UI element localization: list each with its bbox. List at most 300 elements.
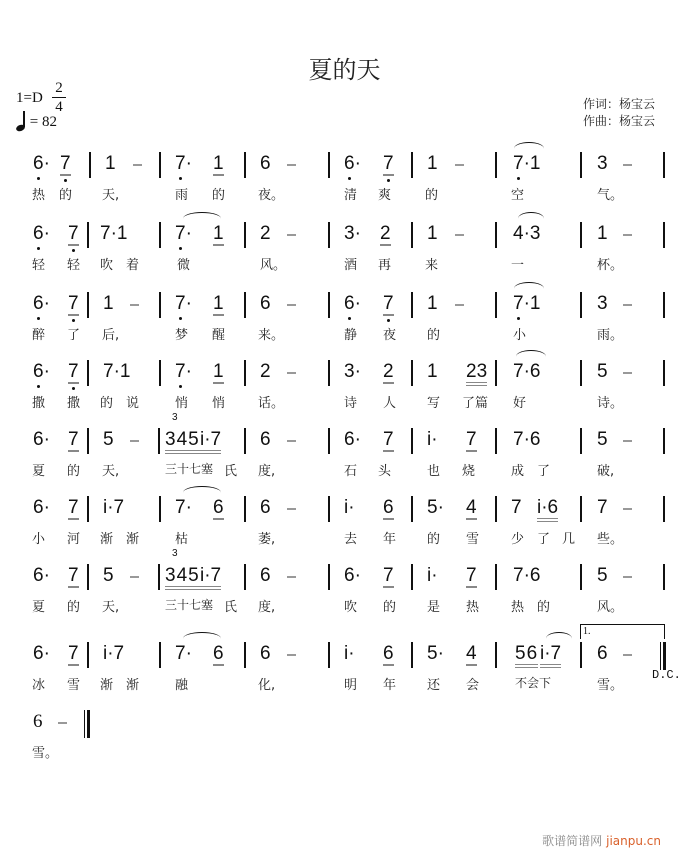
lyric: 头 bbox=[378, 464, 392, 479]
lyric: 了篇 bbox=[462, 396, 489, 411]
barline bbox=[328, 292, 330, 318]
lyric: 枯 bbox=[175, 532, 189, 547]
note: 7· bbox=[175, 293, 192, 314]
barline bbox=[159, 152, 161, 178]
note: 1 bbox=[427, 153, 438, 174]
note: 56 bbox=[515, 644, 538, 668]
note: 6· bbox=[33, 293, 50, 314]
note: 6 bbox=[383, 643, 394, 664]
note: i·7 bbox=[540, 644, 561, 668]
lyric: 酒 bbox=[344, 258, 358, 273]
lyric: 的 bbox=[59, 188, 73, 203]
barline bbox=[244, 642, 246, 668]
note: 2 bbox=[260, 223, 271, 244]
lyric: 梦 bbox=[175, 328, 189, 343]
note: 7 bbox=[68, 223, 79, 244]
note: 6 bbox=[260, 497, 271, 518]
note: 1 bbox=[427, 293, 438, 314]
lyric: 小 bbox=[513, 328, 527, 343]
note: i· bbox=[344, 643, 355, 664]
lyric: 的 bbox=[427, 328, 441, 343]
lyric: 氏 bbox=[224, 464, 238, 479]
barline bbox=[244, 360, 246, 386]
tempo-marking bbox=[16, 111, 57, 131]
lyric: 爽 bbox=[378, 188, 392, 203]
lyric: 小 bbox=[32, 532, 46, 547]
lyric: 风。 bbox=[597, 600, 624, 615]
dash bbox=[287, 508, 296, 510]
lyric: 清 bbox=[344, 188, 358, 203]
note: 5· bbox=[427, 497, 444, 518]
note: 7 bbox=[68, 361, 79, 382]
lyric: 的 bbox=[427, 532, 441, 547]
barline bbox=[580, 428, 582, 454]
note: i·7 bbox=[103, 643, 125, 664]
barline bbox=[495, 642, 497, 668]
lyric: 的 bbox=[100, 396, 114, 411]
lyric: 话。 bbox=[258, 396, 285, 411]
barline bbox=[580, 222, 582, 248]
dash bbox=[58, 722, 67, 724]
dash bbox=[287, 304, 296, 306]
lyric: 轻 bbox=[32, 258, 46, 273]
barline bbox=[663, 428, 665, 454]
note: 7 bbox=[383, 153, 394, 174]
lyric: 再 bbox=[378, 258, 392, 273]
note: 7· bbox=[175, 643, 192, 664]
barline bbox=[328, 428, 330, 454]
credits bbox=[583, 96, 655, 130]
lyric: 热 bbox=[511, 600, 525, 615]
note: 7·6 bbox=[513, 429, 541, 450]
tempo-value: = 82 bbox=[29, 114, 57, 130]
note: 5 bbox=[597, 361, 608, 382]
time-signature bbox=[52, 80, 66, 115]
barline bbox=[328, 152, 330, 178]
note: 7· bbox=[175, 361, 192, 382]
lyric: 夜。 bbox=[258, 188, 285, 203]
lyric: 吹 bbox=[344, 600, 358, 615]
lyric: 人 bbox=[383, 396, 397, 411]
barline bbox=[663, 292, 665, 318]
barline bbox=[411, 564, 413, 590]
barline bbox=[87, 428, 89, 454]
lyric: 撒 bbox=[32, 396, 46, 411]
barline bbox=[244, 428, 246, 454]
barline bbox=[411, 428, 413, 454]
dash bbox=[133, 164, 142, 166]
note: 4·3 bbox=[513, 223, 541, 244]
lyric: 夏 bbox=[32, 600, 46, 615]
barline bbox=[580, 360, 582, 386]
dash bbox=[130, 440, 139, 442]
lyric: 也 bbox=[427, 464, 441, 479]
barline bbox=[580, 152, 582, 178]
lyric: 空 bbox=[511, 188, 525, 203]
note: 3· bbox=[344, 361, 361, 382]
note: 6· bbox=[33, 643, 50, 664]
note: 7 bbox=[68, 497, 79, 518]
lyric: 化, bbox=[258, 678, 276, 693]
note: 7 bbox=[68, 293, 79, 314]
volta-label: 1. bbox=[583, 626, 591, 637]
note: 1 bbox=[213, 293, 224, 314]
note: 345 bbox=[165, 430, 200, 454]
watermark-text: 歌谱简谱网 bbox=[542, 834, 603, 848]
note: 7· bbox=[175, 223, 192, 244]
composer: 作曲：杨宝云 bbox=[582, 114, 655, 128]
barline bbox=[580, 292, 582, 318]
dc-marking: D.C. bbox=[652, 668, 681, 682]
note: 7 bbox=[60, 153, 71, 174]
lyric: 成 bbox=[511, 464, 525, 479]
note: 7 bbox=[383, 429, 394, 450]
triplet-mark: 3 bbox=[172, 548, 178, 559]
note: i·7 bbox=[103, 497, 125, 518]
note: 7·1 bbox=[100, 223, 128, 244]
barline bbox=[159, 292, 161, 318]
note: 7 bbox=[466, 429, 477, 450]
note: 4 bbox=[466, 497, 477, 518]
note: 6 bbox=[260, 153, 271, 174]
barline bbox=[411, 496, 413, 522]
note: 6· bbox=[33, 497, 50, 518]
lyric: 好 bbox=[513, 396, 527, 411]
score-row-2 bbox=[0, 218, 689, 284]
barline bbox=[87, 642, 89, 668]
barline bbox=[495, 152, 497, 178]
note: 6· bbox=[344, 293, 361, 314]
note: 6· bbox=[33, 153, 50, 174]
score-row-4 bbox=[0, 356, 689, 422]
barline bbox=[495, 222, 497, 248]
dash bbox=[623, 508, 632, 510]
barline bbox=[158, 564, 160, 590]
lyric: 后, bbox=[102, 328, 120, 343]
dash bbox=[287, 372, 296, 374]
note: 2 bbox=[383, 361, 394, 382]
lyric: 去 bbox=[344, 532, 358, 547]
lyric: 年 bbox=[383, 678, 397, 693]
note: 6· bbox=[33, 429, 50, 450]
score-row-9 bbox=[0, 706, 689, 772]
note: 7 bbox=[68, 429, 79, 450]
lyric: 天, bbox=[102, 464, 120, 479]
lyric: 撒 bbox=[67, 396, 81, 411]
lyric: 了 bbox=[537, 464, 551, 479]
barline bbox=[244, 564, 246, 590]
note: 6· bbox=[344, 565, 361, 586]
note: 6 bbox=[260, 429, 271, 450]
note: 6 bbox=[260, 565, 271, 586]
lyric: 了 bbox=[537, 532, 551, 547]
lyric: 轻 bbox=[67, 258, 81, 273]
lyric: 少 bbox=[511, 532, 525, 547]
lyric: 些。 bbox=[597, 532, 624, 547]
lyric: 静 bbox=[344, 328, 358, 343]
barline bbox=[495, 564, 497, 590]
lyricist: 作词：杨宝云 bbox=[582, 97, 655, 111]
barline bbox=[580, 642, 582, 668]
dash bbox=[455, 304, 464, 306]
barline bbox=[495, 428, 497, 454]
barline bbox=[244, 292, 246, 318]
lyric: 的 bbox=[212, 188, 226, 203]
lyric: 萎, bbox=[258, 532, 276, 547]
lyric: 石 bbox=[344, 464, 358, 479]
barline bbox=[244, 152, 246, 178]
barline bbox=[580, 496, 582, 522]
lyric: 微 bbox=[177, 258, 191, 273]
barline bbox=[411, 642, 413, 668]
barline bbox=[580, 564, 582, 590]
lyric: 不会下 bbox=[515, 676, 552, 690]
barline bbox=[663, 152, 665, 178]
lyric: 热 bbox=[466, 600, 480, 615]
barline bbox=[89, 152, 91, 178]
note: 7 bbox=[511, 497, 522, 518]
note: 5 bbox=[103, 565, 114, 586]
note: i· bbox=[427, 565, 438, 586]
note: 7 bbox=[383, 565, 394, 586]
lyric: 醒 bbox=[212, 328, 226, 343]
lyric: 写 bbox=[427, 396, 441, 411]
lyric: 会 bbox=[466, 678, 480, 693]
lyric: 夜 bbox=[383, 328, 397, 343]
dash bbox=[130, 576, 139, 578]
barline bbox=[159, 642, 161, 668]
watermark-site: jianpu.cn bbox=[606, 834, 661, 848]
note: 7· bbox=[175, 497, 192, 518]
lyric: 了 bbox=[67, 328, 81, 343]
lyric: 氏 bbox=[224, 600, 238, 615]
note: 7·6 bbox=[513, 565, 541, 586]
score-row-7 bbox=[0, 548, 689, 626]
lyric: 是 bbox=[427, 600, 441, 615]
note: 1 bbox=[103, 293, 114, 314]
lyric: 杯。 bbox=[597, 258, 624, 273]
score-row-1 bbox=[0, 148, 689, 214]
barline bbox=[495, 360, 497, 386]
lyric: 来 bbox=[425, 258, 439, 273]
note: i·7 bbox=[200, 430, 221, 454]
barline bbox=[159, 222, 161, 248]
note: 6 bbox=[260, 643, 271, 664]
barline bbox=[328, 360, 330, 386]
barline bbox=[244, 222, 246, 248]
lyric: 的 bbox=[425, 188, 439, 203]
barline bbox=[87, 564, 89, 590]
note: 6· bbox=[33, 223, 50, 244]
lyric: 来。 bbox=[258, 328, 285, 343]
lyric: 气。 bbox=[597, 188, 624, 203]
dash bbox=[287, 440, 296, 442]
note: 1 bbox=[213, 153, 224, 174]
note: 1 bbox=[427, 223, 438, 244]
lyric: 渐 bbox=[126, 678, 140, 693]
lyric: 悄 bbox=[175, 396, 189, 411]
dash bbox=[287, 654, 296, 656]
barline bbox=[495, 292, 497, 318]
note: 6· bbox=[33, 361, 50, 382]
lyric: 风。 bbox=[260, 258, 287, 273]
note: 7·1 bbox=[513, 293, 541, 314]
lyric: 渐 bbox=[100, 532, 114, 547]
lyric: 的 bbox=[537, 600, 551, 615]
lyric: 的 bbox=[383, 600, 397, 615]
note: i· bbox=[427, 429, 438, 450]
dash bbox=[287, 164, 296, 166]
time-signature-line bbox=[52, 97, 66, 98]
key-signature: 1=D bbox=[16, 90, 43, 106]
lyric: 烧 bbox=[462, 464, 476, 479]
lyric: 雪。 bbox=[32, 746, 59, 761]
note: 345 bbox=[165, 566, 200, 590]
note: 6· bbox=[33, 565, 50, 586]
note: 5 bbox=[597, 429, 608, 450]
lyric: 醉 bbox=[32, 328, 46, 343]
lyric: 着 bbox=[126, 258, 140, 273]
double-barline bbox=[84, 710, 90, 738]
lyric: 雪。 bbox=[597, 678, 624, 693]
barline bbox=[495, 496, 497, 522]
note: 3 bbox=[597, 293, 608, 314]
note: 6 bbox=[213, 497, 224, 518]
note: 7 bbox=[68, 565, 79, 586]
lyric: 年 bbox=[383, 532, 397, 547]
lyric: 诗。 bbox=[597, 396, 624, 411]
triplet-mark: 3 bbox=[172, 412, 178, 423]
lyric: 融 bbox=[175, 678, 189, 693]
lyric: 破, bbox=[597, 464, 615, 479]
barline bbox=[328, 564, 330, 590]
barline bbox=[159, 496, 161, 522]
barline bbox=[663, 564, 665, 590]
lyric: 热 bbox=[32, 188, 46, 203]
lyric: 河 bbox=[67, 532, 81, 547]
note: 23 bbox=[466, 362, 487, 386]
lyric: 雪 bbox=[466, 532, 480, 547]
barline bbox=[87, 222, 89, 248]
barline bbox=[87, 360, 89, 386]
note: 7 bbox=[597, 497, 608, 518]
note: i· bbox=[344, 497, 355, 518]
note: 3· bbox=[344, 223, 361, 244]
lyric: 一 bbox=[511, 258, 525, 273]
lyric: 度, bbox=[258, 464, 276, 479]
lyric: 渐 bbox=[100, 678, 114, 693]
lyric: 的 bbox=[67, 600, 81, 615]
note: 5· bbox=[427, 643, 444, 664]
lyric: 冰 bbox=[32, 678, 46, 693]
note: 6· bbox=[344, 429, 361, 450]
dash bbox=[287, 576, 296, 578]
dash bbox=[287, 234, 296, 236]
lyric: 吹 bbox=[100, 258, 114, 273]
score-row-3 bbox=[0, 288, 689, 354]
dash bbox=[623, 654, 632, 656]
note: 7·1 bbox=[513, 153, 541, 174]
song-title: 夏的天 bbox=[308, 56, 381, 84]
barline bbox=[328, 496, 330, 522]
lyric: 渐 bbox=[126, 532, 140, 547]
note: 6 bbox=[260, 293, 271, 314]
note: 5 bbox=[103, 429, 114, 450]
dash bbox=[623, 372, 632, 374]
dash bbox=[623, 576, 632, 578]
watermark bbox=[542, 832, 661, 849]
dash bbox=[623, 440, 632, 442]
dash bbox=[455, 234, 464, 236]
barline bbox=[411, 292, 413, 318]
note: 2 bbox=[380, 223, 391, 244]
note: 7 bbox=[383, 293, 394, 314]
note: 1 bbox=[427, 361, 438, 382]
note: 1 bbox=[597, 223, 608, 244]
dash bbox=[455, 164, 464, 166]
note: 1 bbox=[213, 223, 224, 244]
note: 7 bbox=[466, 565, 477, 586]
note: 6 bbox=[213, 643, 224, 664]
lyric: 说 bbox=[126, 396, 140, 411]
note: 1 bbox=[213, 361, 224, 382]
note: 6 bbox=[383, 497, 394, 518]
barline bbox=[663, 496, 665, 522]
lyric: 诗 bbox=[344, 396, 358, 411]
lyric: 的 bbox=[67, 464, 81, 479]
dash bbox=[623, 304, 632, 306]
note: 7·6 bbox=[513, 361, 541, 382]
note: 5 bbox=[597, 565, 608, 586]
lyric: 雨 bbox=[175, 188, 189, 203]
note: 6 bbox=[33, 711, 43, 732]
lyric: 三十七塞 bbox=[165, 462, 214, 476]
double-barline bbox=[660, 642, 666, 670]
time-signature-top: 2 bbox=[55, 80, 63, 96]
barline bbox=[159, 360, 161, 386]
note: i·6 bbox=[537, 498, 558, 522]
lyric: 悄 bbox=[212, 396, 226, 411]
lyric: 天, bbox=[102, 600, 120, 615]
barline bbox=[411, 152, 413, 178]
note: 4 bbox=[466, 643, 477, 664]
note: 6 bbox=[597, 643, 608, 664]
note: 7·1 bbox=[103, 361, 131, 382]
lyric: 夏 bbox=[32, 464, 46, 479]
barline bbox=[87, 496, 89, 522]
note: 7 bbox=[68, 643, 79, 664]
barline bbox=[158, 428, 160, 454]
lyric: 天, bbox=[102, 188, 120, 203]
dash bbox=[623, 234, 632, 236]
lyric: 还 bbox=[427, 678, 441, 693]
quarter-note-icon bbox=[16, 111, 26, 131]
score-row-6 bbox=[0, 492, 689, 558]
lyric: 度, bbox=[258, 600, 276, 615]
note: 7· bbox=[175, 153, 192, 174]
volta-bracket bbox=[580, 624, 665, 639]
barline bbox=[244, 496, 246, 522]
barline bbox=[663, 360, 665, 386]
score-row-8 bbox=[0, 626, 689, 704]
dash bbox=[623, 164, 632, 166]
note: 3 bbox=[597, 153, 608, 174]
lyric: 几 bbox=[562, 532, 576, 547]
lyric: 三十七塞 bbox=[165, 598, 214, 612]
note: 6· bbox=[344, 153, 361, 174]
barline bbox=[328, 222, 330, 248]
lyric: 雨。 bbox=[597, 328, 624, 343]
